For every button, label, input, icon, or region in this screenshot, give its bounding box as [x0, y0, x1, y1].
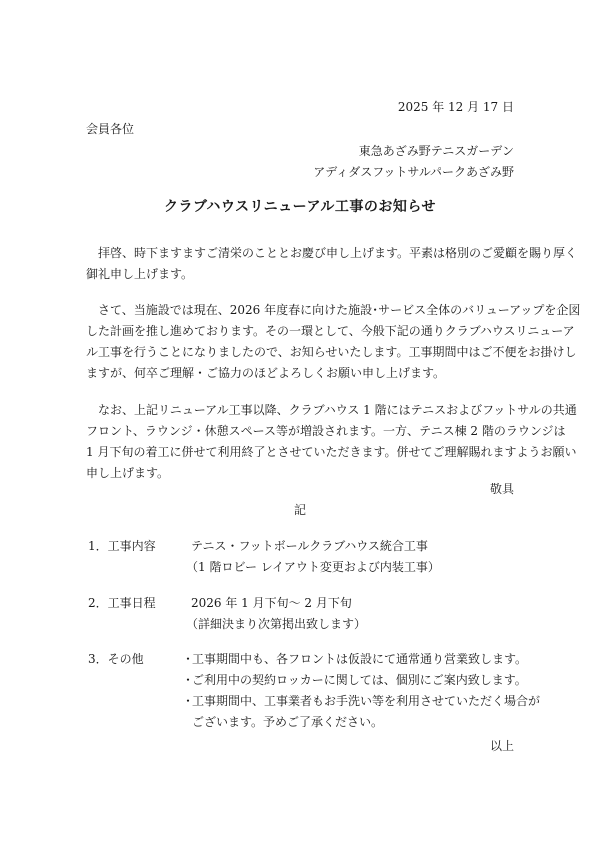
- ki-heading: 記: [294, 503, 307, 517]
- document-date: 2025 年 12 月 17 日: [397, 100, 514, 114]
- item-detail: （1 階ロビー レイアウト変更および内装工事）: [186, 560, 440, 574]
- sender-futsal-park: アディダスフットサルパークあざみ野: [313, 165, 514, 179]
- recipient: 会員各位: [86, 122, 135, 136]
- closing-keigu: 敬具: [489, 482, 514, 496]
- sender-tennis-garden: 東急あざみ野テニスガーデン: [358, 144, 514, 158]
- bullet-continuation: ございます。予めご了承ください。: [192, 715, 384, 729]
- bullet-text: 工事期間中、工事業者もお手洗い等を利用させていただく場合が: [192, 694, 541, 708]
- renewal-plan-paragraph: [86, 300, 581, 384]
- greeting-paragraph: [86, 243, 578, 285]
- item-detail: （詳細決まり次第掲出致します）: [186, 617, 367, 631]
- item-detail: 2026 年 1 月下旬～ 2 月下旬: [191, 596, 352, 610]
- end-ijou: 以上: [489, 739, 514, 753]
- item-label-work-content: 1．工事内容: [88, 539, 156, 553]
- bullet-item: [182, 693, 540, 709]
- paragraph-line: なお、上記リニューアル工事以降、クラブハウス 1 階にはテニスおよびフットサルの共通: [86, 403, 577, 417]
- bullet-dot: ・: [182, 694, 195, 708]
- item-label-work-schedule: 2．工事日程: [88, 596, 156, 610]
- paragraph-line: 申し上げます。: [86, 466, 170, 480]
- bullet-dot: ・: [182, 673, 195, 687]
- bullet-dot: ・: [182, 652, 195, 666]
- item-label-other: 3．その他: [88, 652, 144, 666]
- paragraph-line: 拝啓、時下ますますご清栄のこととお慶び申し上げます。平素は格別のご愛顧を賜り厚く: [86, 246, 578, 260]
- bullet-text: 工事期間中も、各フロントは仮設にて通常通り営業致します。: [192, 652, 528, 666]
- paragraph-line: さて、当施設では現在、2026 年度春に向けた施設･サービス全体のバリューアップを企図: [86, 303, 581, 317]
- paragraph-line: 1 月下旬の着工に併せて利用終了とさせていただきます。併せてご理解賜れますようお願い: [86, 445, 577, 459]
- bullet-text: ご利用中の契約ロッカーに関しては、個別にご案内致します。: [192, 673, 527, 687]
- paragraph-line: フロント、ラウンジ・休憩スペース等が増設されます。一方、テニス棟 2 階のラウンジは: [86, 424, 566, 438]
- paragraph-line: ル工事を行うことになりましたので、お知らせいたします。工事期間中はご不便をお掛けし: [86, 345, 577, 359]
- paragraph-line: 御礼申し上げます。: [86, 267, 194, 281]
- document-title: クラブハウスリニューアル工事のお知らせ: [164, 199, 436, 215]
- item-detail: テニス・フットボールクラブハウス統合工事: [191, 539, 428, 553]
- facility-change-paragraph: [86, 400, 577, 484]
- paragraph-line: した計画を推し進めております。その一環として、今般下記の通りクラブハウスリニューア: [86, 324, 575, 338]
- bullet-item: [182, 672, 527, 688]
- paragraph-line: ますが、何卒ご理解・ご協力のほどよろしくお願い申し上げます。: [86, 366, 446, 380]
- bullet-item: [182, 651, 527, 667]
